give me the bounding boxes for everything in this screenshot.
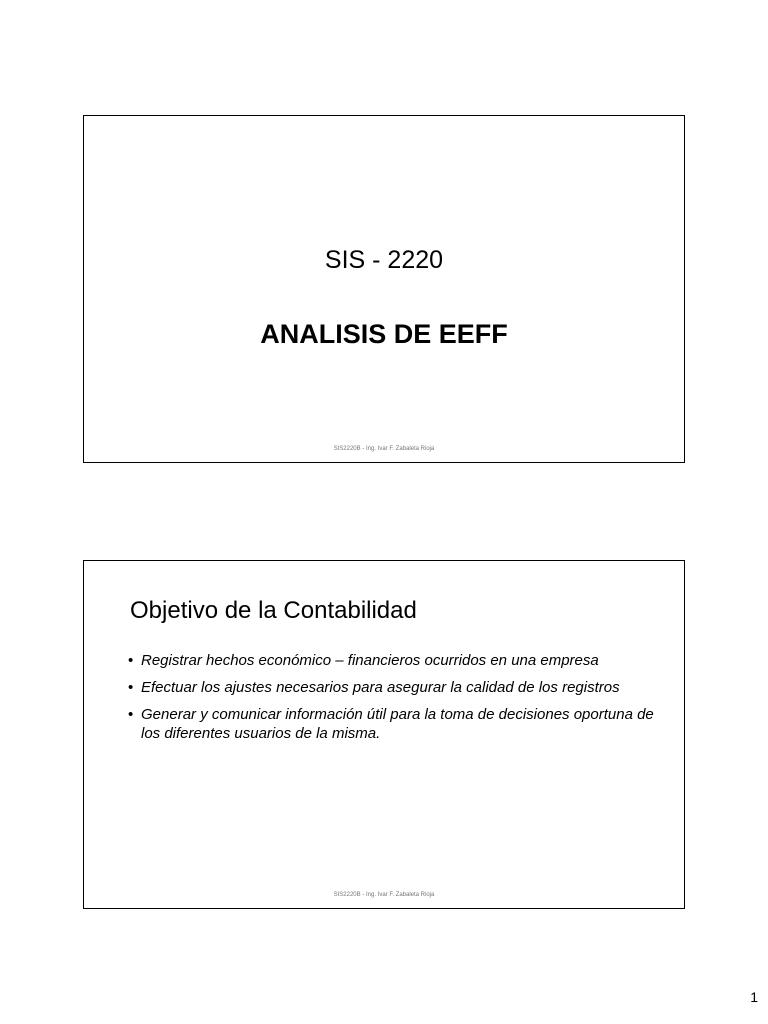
bullet-icon: • <box>128 706 134 723</box>
bullet-list <box>128 651 658 751</box>
slide-footer: SIS2220B - Ing. Ivar F. Zabaleta Rioja <box>333 892 435 898</box>
slide-2 <box>83 560 685 909</box>
slide-title: ANALISIS DE EEFF <box>260 319 508 349</box>
page-number: 1 <box>750 989 758 1005</box>
bullet-item <box>128 705 658 743</box>
bullet-item <box>128 678 658 697</box>
bullet-icon: • <box>128 679 134 696</box>
bullet-text: Efectuar los ajustes necesarios para asegurar la calidad de los registros <box>141 679 620 696</box>
slide-subtitle: SIS - 2220 <box>324 246 444 274</box>
bullet-icon: • <box>128 652 134 669</box>
bullet-text: Registrar hechos económico – financieros ocurridos en una empresa <box>141 652 599 669</box>
slide-1 <box>83 115 685 463</box>
slide-heading: Objetivo de la Contabilidad <box>130 597 417 624</box>
bullet-text: Generar y comunicar información útil para la toma de decisiones oportuna de los diferentes usuarios de la misma. <box>141 706 654 742</box>
slide-footer: SIS2220B - Ing. Ivar F. Zabaleta Rioja <box>333 446 435 452</box>
bullet-item <box>128 651 658 670</box>
